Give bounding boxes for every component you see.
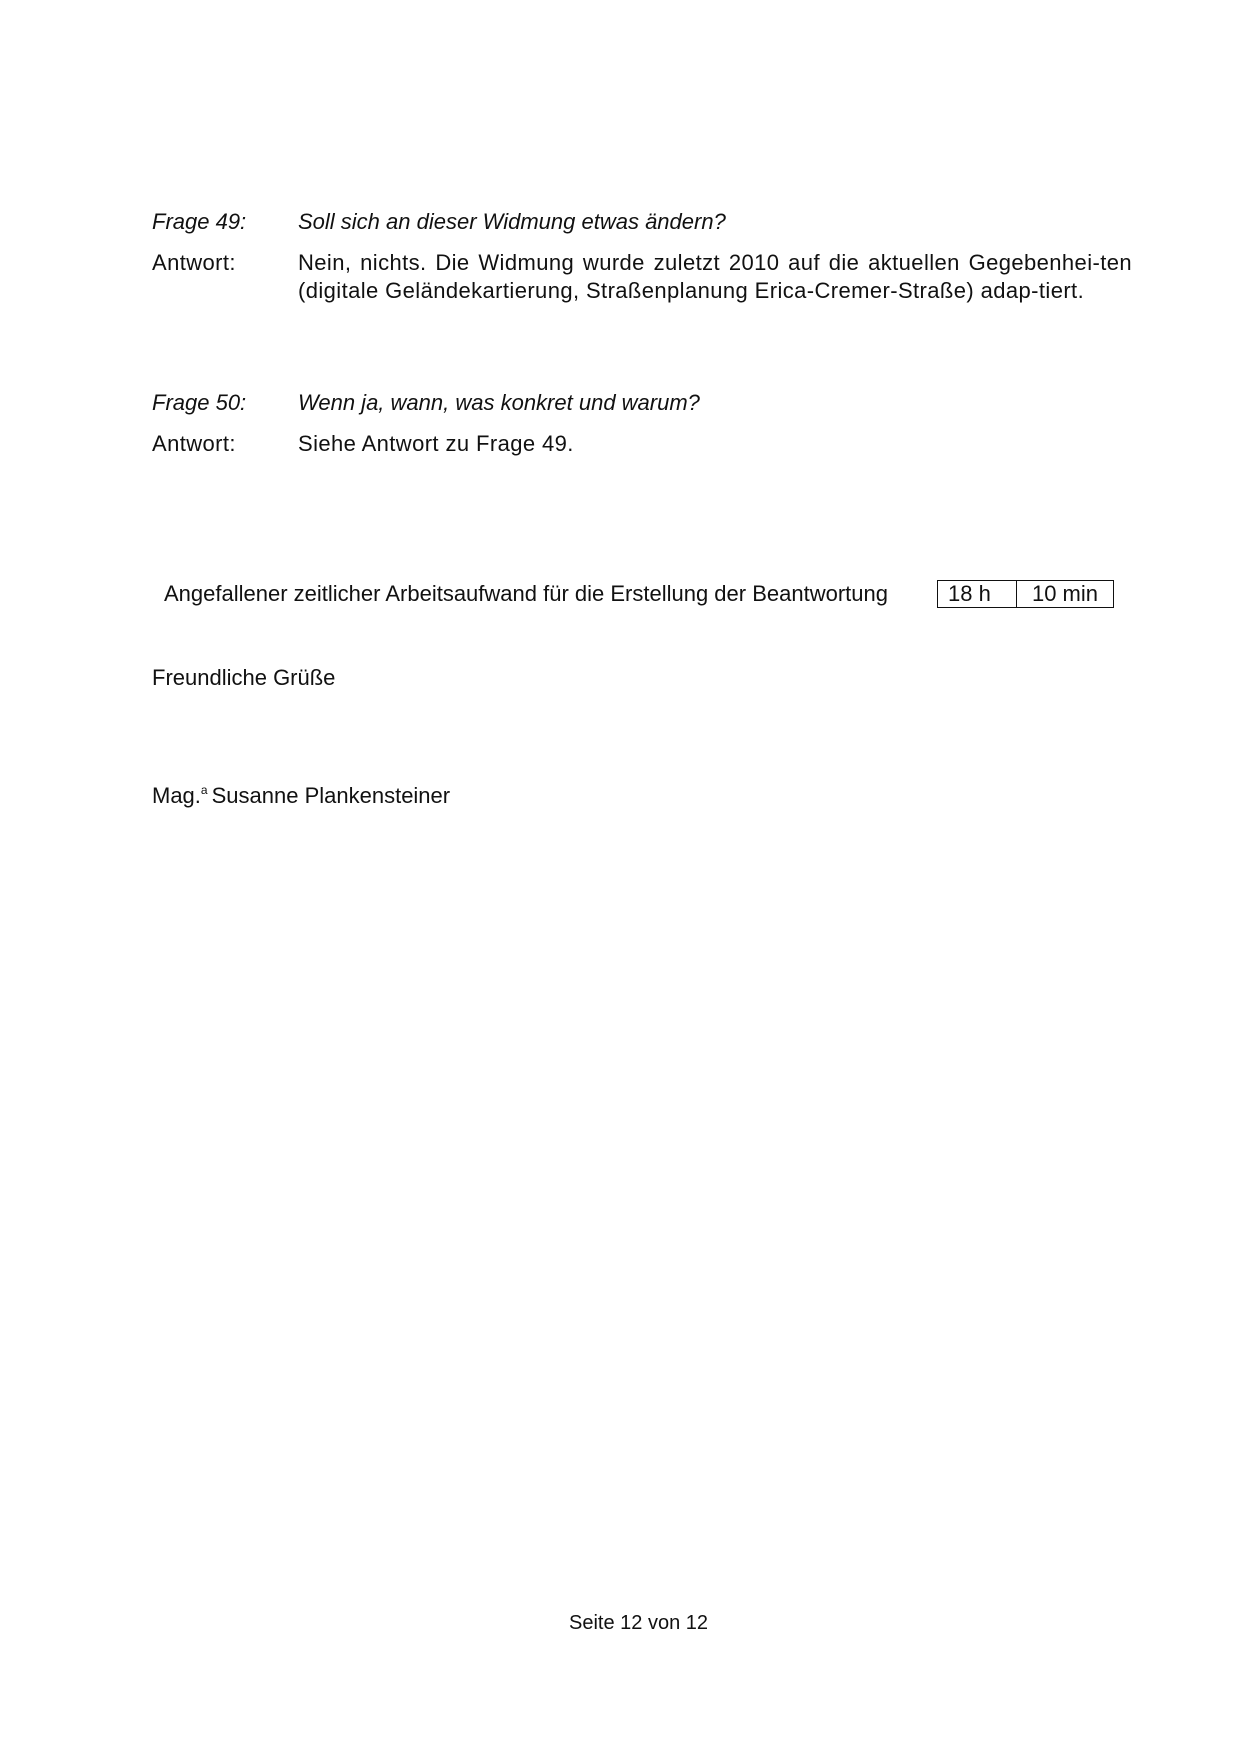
work-effort-label: Angefallener zeitlicher Arbeitsaufwand für die Erstellung der Beantwortung — [164, 581, 888, 606]
signature-title: Mag. — [152, 783, 201, 808]
answer-label: Antwort: — [152, 431, 236, 456]
question-50 — [152, 389, 1132, 417]
work-effort-minutes: 10 min — [1031, 581, 1099, 606]
question-label: Frage 50: — [152, 390, 247, 415]
work-effort-box — [937, 580, 1114, 608]
signature-title-superscript: a — [200, 783, 208, 797]
signature — [152, 776, 450, 810]
closing-greeting: Freundliche Grüße — [152, 665, 336, 690]
answer-text: Siehe Antwort zu Frage 49. — [298, 431, 574, 456]
answer-49 — [152, 249, 1132, 305]
signature-name: Susanne Plankensteiner — [211, 783, 451, 808]
answer-text: Nein, nichts. Die Widmung wurde zuletzt 2010 auf die aktuellen Gegebenhei-ten (digitale Geländekartierung, Straßenplanung Erica-Cremer-Straße) adap-tiert. — [298, 250, 1132, 303]
question-label: Frage 49: — [152, 209, 247, 234]
question-text: Soll sich an dieser Widmung etwas ändern? — [298, 209, 726, 234]
answer-50 — [152, 430, 1132, 458]
work-effort-row — [164, 580, 1114, 608]
work-effort-hours: 18 h — [938, 581, 1017, 607]
answer-label: Antwort: — [152, 250, 236, 275]
question-text: Wenn ja, wann, was konkret und warum? — [298, 390, 700, 415]
page-number: Seite 12 von 12 — [569, 1612, 708, 1634]
question-49 — [152, 208, 1132, 236]
